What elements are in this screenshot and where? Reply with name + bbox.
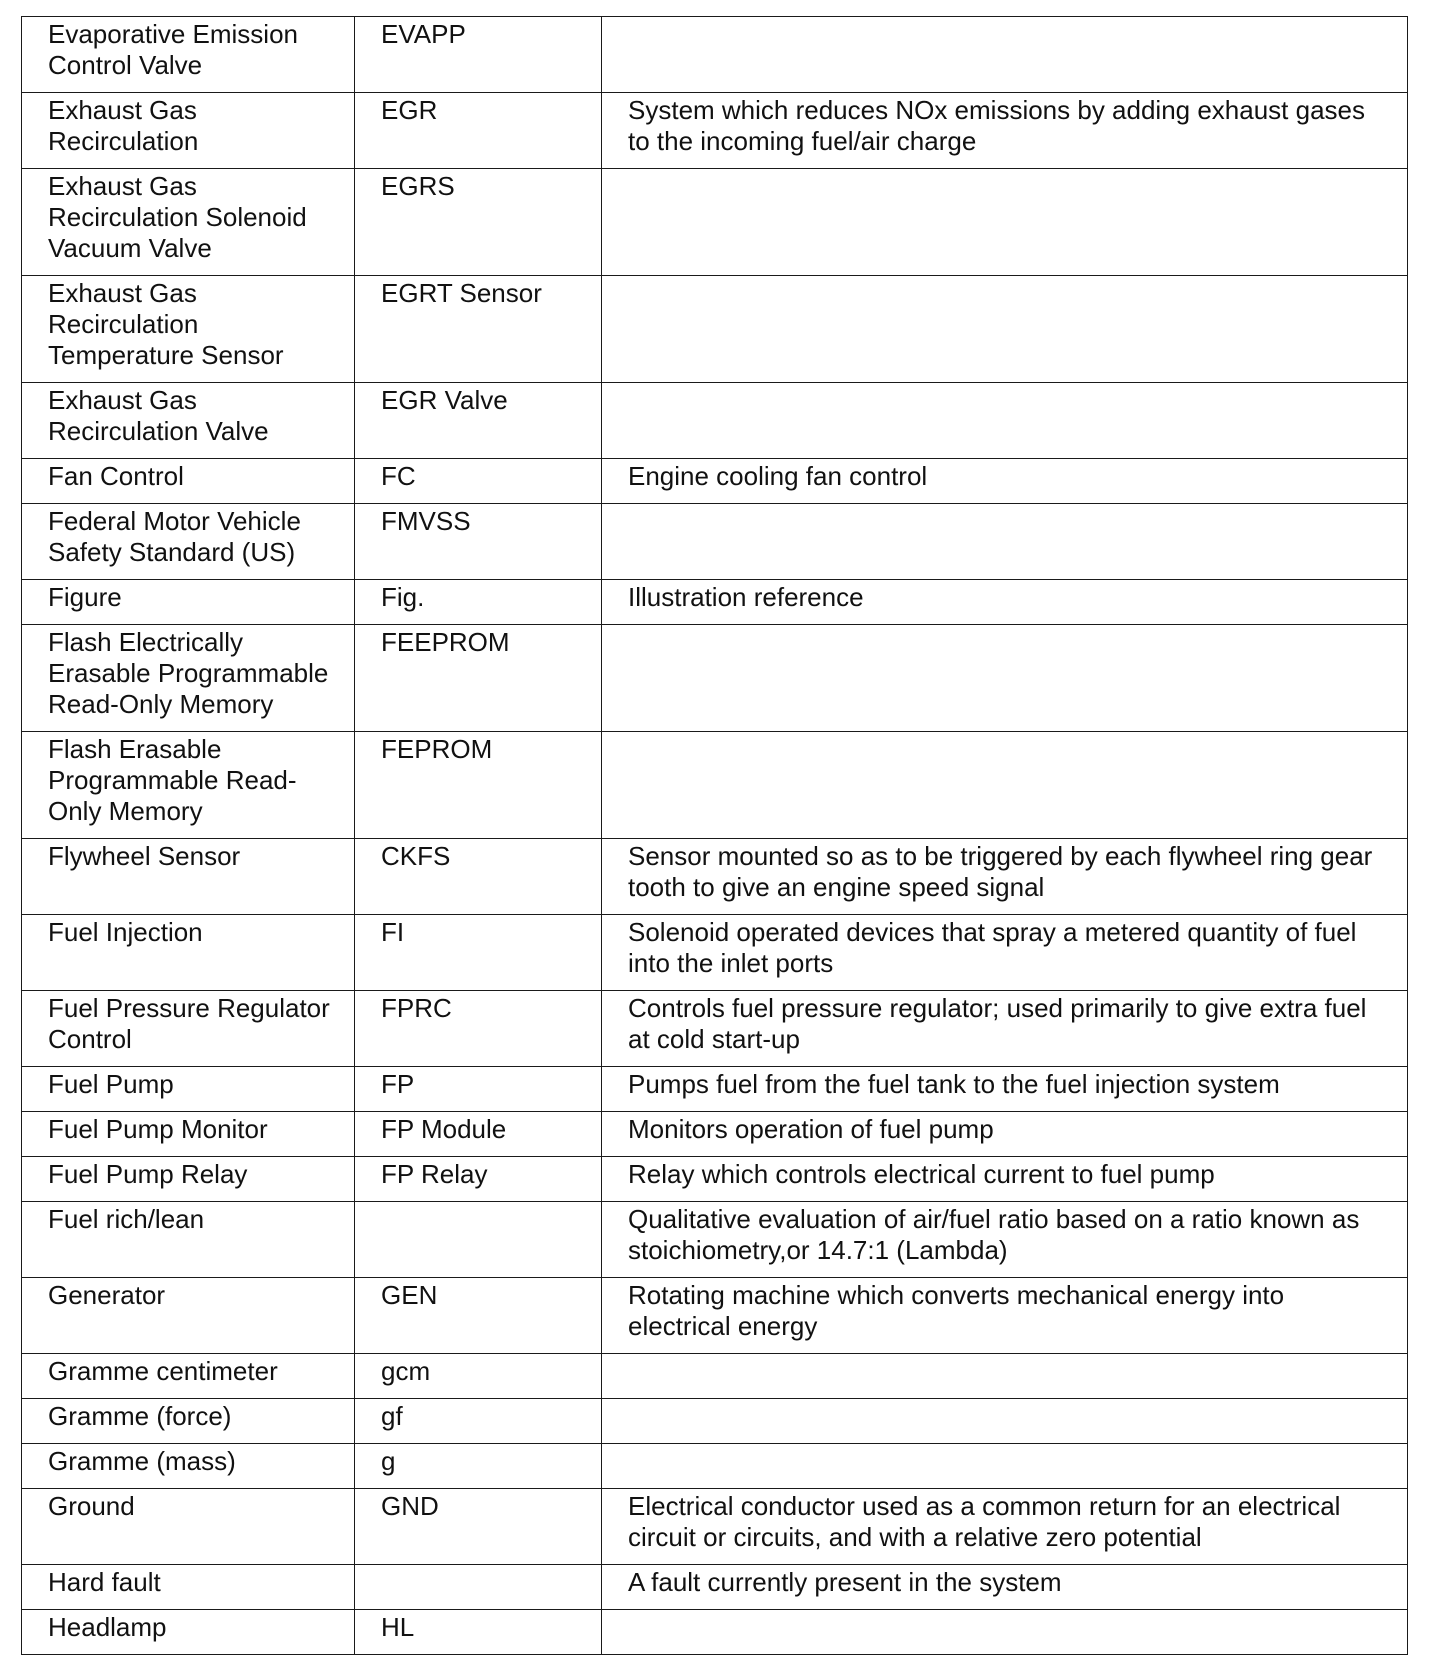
term-cell: Exhaust Gas Recirculation Temperature Sensor	[22, 276, 355, 383]
table-row	[22, 383, 1408, 459]
table-row	[22, 580, 1408, 625]
term-cell: Federal Motor Vehicle Safety Standard (US)	[22, 504, 355, 580]
abbreviation-cell	[355, 1202, 602, 1278]
table-row	[22, 169, 1408, 276]
description-cell: System which reduces NOx emissions by adding exhaust gases to the incoming fuel/air charge	[602, 93, 1408, 169]
description-cell: Pumps fuel from the fuel tank to the fuel injection system	[602, 1067, 1408, 1112]
abbreviation-cell: EGR Valve	[355, 383, 602, 459]
abbreviation-cell: FEEPROM	[355, 625, 602, 732]
table-row	[22, 915, 1408, 991]
abbreviation-cell: FEPROM	[355, 732, 602, 839]
table-row	[22, 276, 1408, 383]
term-cell: Hard fault	[22, 1565, 355, 1610]
description-cell	[602, 276, 1408, 383]
abbreviation-cell: FPRC	[355, 991, 602, 1067]
abbreviations-table	[21, 16, 1408, 1655]
abbreviation-cell: FI	[355, 915, 602, 991]
table-row	[22, 504, 1408, 580]
description-cell: Sensor mounted so as to be triggered by each flywheel ring gear tooth to give an engine speed signal	[602, 839, 1408, 915]
abbreviation-cell: FP Module	[355, 1112, 602, 1157]
description-cell	[602, 1354, 1408, 1399]
term-cell: Fuel rich/lean	[22, 1202, 355, 1278]
table-row	[22, 93, 1408, 169]
term-cell: Gramme (mass)	[22, 1444, 355, 1489]
term-cell: Exhaust Gas Recirculation	[22, 93, 355, 169]
table-row	[22, 17, 1408, 93]
description-cell: Solenoid operated devices that spray a metered quantity of fuel into the inlet ports	[602, 915, 1408, 991]
term-cell: Headlamp	[22, 1610, 355, 1655]
table-row	[22, 1399, 1408, 1444]
table-row	[22, 1565, 1408, 1610]
abbreviation-cell: GEN	[355, 1278, 602, 1354]
table-row	[22, 1112, 1408, 1157]
abbreviation-cell: gf	[355, 1399, 602, 1444]
abbreviation-cell: gcm	[355, 1354, 602, 1399]
abbreviation-cell: FP Relay	[355, 1157, 602, 1202]
term-cell: Evaporative Emission Control Valve	[22, 17, 355, 93]
description-cell: Rotating machine which converts mechanical energy into electrical energy	[602, 1278, 1408, 1354]
description-cell	[602, 732, 1408, 839]
abbreviation-cell: EGRS	[355, 169, 602, 276]
term-cell: Fuel Pump Monitor	[22, 1112, 355, 1157]
term-cell: Gramme centimeter	[22, 1354, 355, 1399]
table-row	[22, 1067, 1408, 1112]
description-cell	[602, 169, 1408, 276]
table-row	[22, 1489, 1408, 1565]
abbreviation-cell: HL	[355, 1610, 602, 1655]
abbreviation-cell: Fig.	[355, 580, 602, 625]
abbreviation-cell: FP	[355, 1067, 602, 1112]
term-cell: Fuel Pump Relay	[22, 1157, 355, 1202]
description-cell: A fault currently present in the system	[602, 1565, 1408, 1610]
term-cell: Figure	[22, 580, 355, 625]
description-cell	[602, 504, 1408, 580]
term-cell: Flywheel Sensor	[22, 839, 355, 915]
abbreviation-cell: g	[355, 1444, 602, 1489]
term-cell: Fan Control	[22, 459, 355, 504]
term-cell: Flash Erasable Programmable Read-Only Memory	[22, 732, 355, 839]
table-row	[22, 625, 1408, 732]
table-row	[22, 991, 1408, 1067]
description-cell	[602, 1399, 1408, 1444]
description-cell: Engine cooling fan control	[602, 459, 1408, 504]
description-cell	[602, 625, 1408, 732]
description-cell: Controls fuel pressure regulator; used primarily to give extra fuel at cold start-up	[602, 991, 1408, 1067]
term-cell: Fuel Pressure Regulator Control	[22, 991, 355, 1067]
term-cell: Flash Electrically Erasable Programmable Read-Only Memory	[22, 625, 355, 732]
abbreviation-cell: GND	[355, 1489, 602, 1565]
abbreviation-cell: EGR	[355, 93, 602, 169]
description-cell	[602, 1610, 1408, 1655]
table-row	[22, 732, 1408, 839]
description-cell: Relay which controls electrical current to fuel pump	[602, 1157, 1408, 1202]
table-row	[22, 1278, 1408, 1354]
description-cell	[602, 1444, 1408, 1489]
term-cell: Fuel Injection	[22, 915, 355, 991]
term-cell: Generator	[22, 1278, 355, 1354]
description-cell	[602, 383, 1408, 459]
table-row	[22, 839, 1408, 915]
term-cell: Fuel Pump	[22, 1067, 355, 1112]
abbreviation-cell: EGRT Sensor	[355, 276, 602, 383]
table-row	[22, 1444, 1408, 1489]
abbreviation-cell: EVAPP	[355, 17, 602, 93]
term-cell: Exhaust Gas Recirculation Valve	[22, 383, 355, 459]
description-cell: Qualitative evaluation of air/fuel ratio based on a ratio known as stoichiometry,or 14.7:1 (Lambda)	[602, 1202, 1408, 1278]
table-row	[22, 459, 1408, 504]
abbreviation-cell: CKFS	[355, 839, 602, 915]
description-cell: Monitors operation of fuel pump	[602, 1112, 1408, 1157]
table-row	[22, 1354, 1408, 1399]
description-cell: Illustration reference	[602, 580, 1408, 625]
description-cell	[602, 17, 1408, 93]
abbreviation-cell: FMVSS	[355, 504, 602, 580]
term-cell: Exhaust Gas Recirculation Solenoid Vacuum Valve	[22, 169, 355, 276]
description-cell: Electrical conductor used as a common return for an electrical circuit or circuits, and with a relative zero potential	[602, 1489, 1408, 1565]
table-row	[22, 1202, 1408, 1278]
term-cell: Ground	[22, 1489, 355, 1565]
term-cell: Gramme (force)	[22, 1399, 355, 1444]
table-row	[22, 1157, 1408, 1202]
abbreviation-cell: FC	[355, 459, 602, 504]
abbreviation-cell	[355, 1565, 602, 1610]
table-row	[22, 1610, 1408, 1655]
